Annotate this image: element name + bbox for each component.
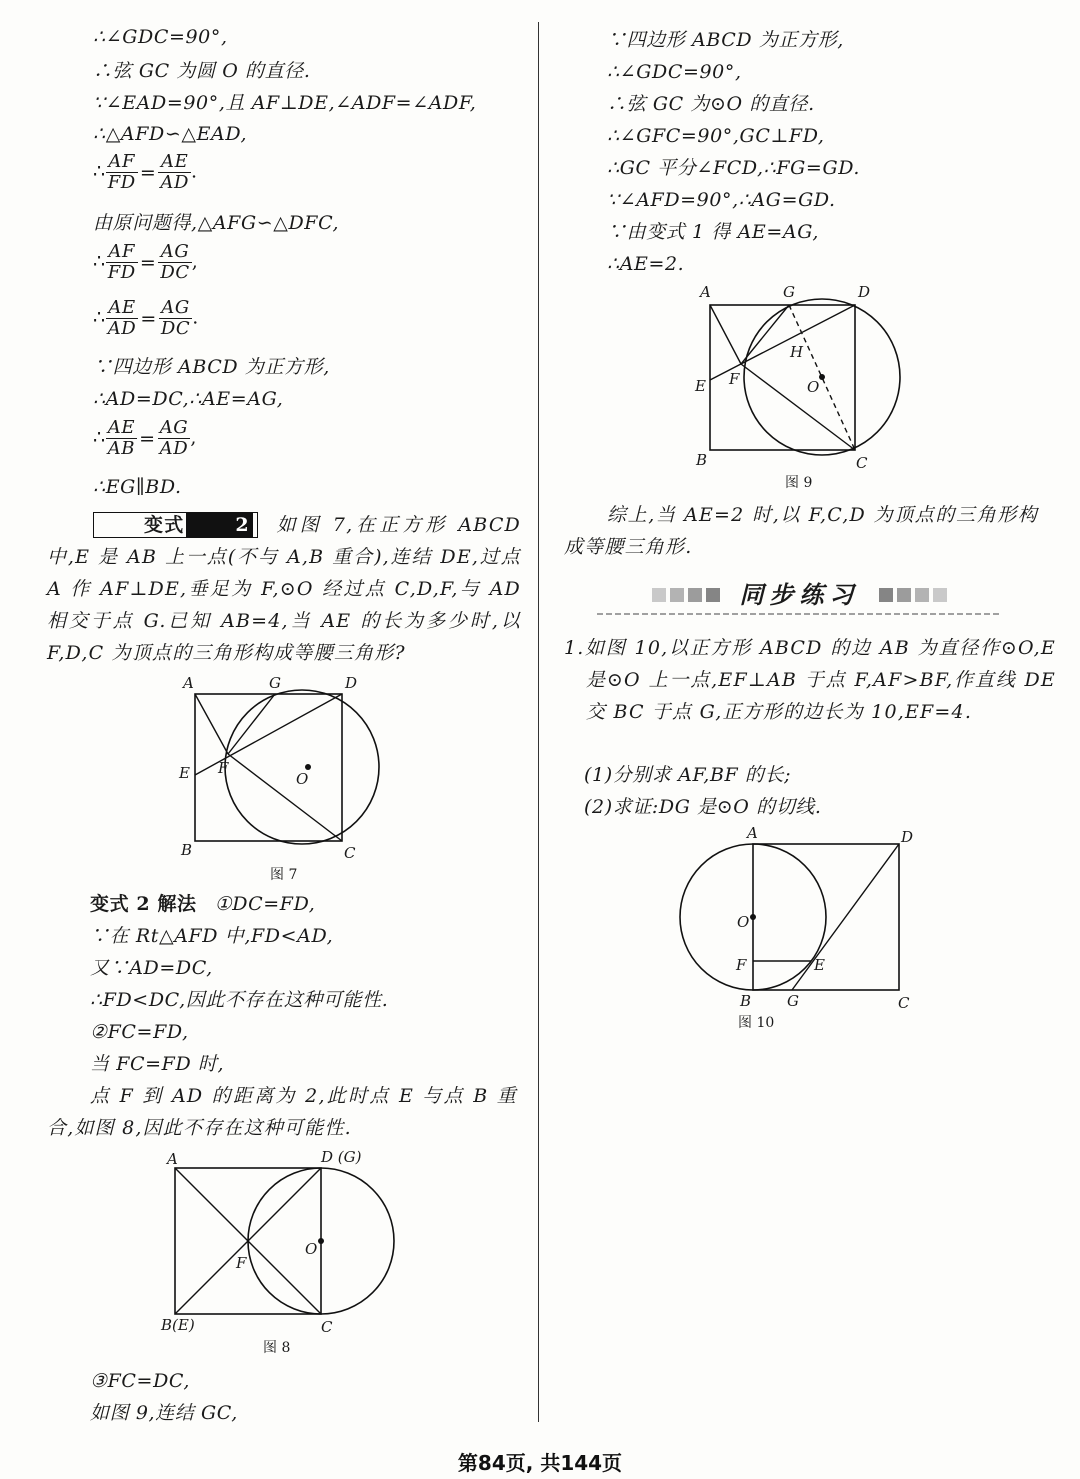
text-line: ∴AE=2.	[607, 253, 685, 275]
label-d: D	[858, 283, 871, 301]
label-d: D	[901, 828, 914, 846]
line-af	[195, 694, 228, 754]
label-a: A	[747, 824, 758, 842]
text-line: ∵由变式 1 得 AE=AG,	[607, 221, 819, 243]
label-g: G	[783, 283, 795, 301]
label-e: E	[179, 764, 190, 782]
section-header	[597, 576, 1002, 620]
fraction-equation: ∴ $\frac{AE}{AB}$ = $\frac{AG}{AD}$ ,	[93, 417, 197, 459]
label-c: C	[321, 1318, 333, 1336]
label-e: E	[695, 377, 706, 395]
summary-paragraph: 综上,当 AE=2 时,以 F,C,D 为顶点的三角形构成等腰三角形.	[564, 504, 1038, 558]
text-line: ∴∠GFC=90°,GC⊥FD,	[607, 125, 825, 147]
text-line: ∴弦 GC 为⊙O 的直径.	[607, 93, 815, 115]
label-a: A	[700, 283, 711, 301]
text-paragraph: 点 F 到 AD 的距离为 2,此时点 E 与点 B 重合,如图 8,因此不存在这种可能性.	[47, 1085, 517, 1139]
text-line: ∴△AFD∽△EAD,	[93, 123, 248, 145]
label-e: E	[814, 956, 825, 974]
text-line: 又∵AD=DC,	[90, 957, 213, 979]
text-line: ∴FD<DC,因此不存在这种可能性.	[90, 989, 389, 1011]
label-d: D	[345, 674, 358, 692]
exercise-part-1: (1)分别求 AF,BF 的长;	[584, 764, 792, 786]
label-g: G	[269, 674, 281, 692]
fraction-equation: ∴ $\frac{AF}{FD}$ = $\frac{AE}{AD}$ .	[93, 151, 198, 193]
label-b: B	[696, 451, 708, 469]
section-title: 同步练习	[739, 580, 860, 609]
text-line: 当 FC=FD 时,	[90, 1053, 225, 1075]
exercise-1: 1.如图 10,以正方形 ABCD 的边 AB 为直径作⊙O,E 是⊙O 上一点,EF⊥AB 于点 F,AF>BF,作直线 DE 交 BC 于点 G,正方形的边长为 10,EF=4.	[564, 637, 1056, 723]
figure-9	[692, 280, 952, 495]
figure-caption: 图 9	[785, 475, 813, 491]
fraction-equation: ∴ $\frac{AF}{FD}$ = $\frac{AG}{DC}$ ,	[93, 241, 199, 283]
figure-caption: 图 10	[738, 1015, 775, 1031]
figure-caption: 图 7	[270, 867, 298, 883]
label-f: F	[218, 759, 229, 777]
label-o: O	[737, 913, 750, 931]
label-b-e: B(E)	[161, 1316, 195, 1334]
text-line: ∵∠EAD=90°,且 AF⊥DE,∠ADF=∠ADF,	[93, 92, 477, 114]
figure-caption: 图 8	[263, 1340, 291, 1356]
text-line: ∴AD=DC,∴AE=AG,	[93, 388, 284, 410]
variant-problem: 变式 2 如图 7,在正方形 ABCD 中,E 是 AB 上一点(不与 A,B 重合),连结 DE,过点 A 作 AF⊥DE,垂足为 F,⊙O 经过点 C,D,F,与 AD 相交于点 G.已知 AB=4,当 AE 的长为多少时,以 F,D,C 为顶点的三角形构成等腰三角形?	[47, 514, 521, 664]
text-line: ∵在 Rt△AFD 中,FD<AD,	[90, 925, 334, 947]
label-c: C	[898, 994, 910, 1012]
label-a: A	[167, 1150, 178, 1168]
label-o: O	[807, 378, 820, 396]
label-d-g: D (G)	[321, 1148, 362, 1166]
variant-badge: 变式 2	[93, 512, 258, 538]
text-line: 由原问题得,△AFG∽△DFC,	[93, 212, 340, 234]
label-f: F	[729, 370, 740, 388]
label-b: B	[181, 841, 193, 859]
line-fc	[228, 754, 342, 841]
figure-8	[155, 1146, 455, 1361]
label-o: O	[296, 770, 309, 788]
exercise-part-2: (2)求证:DG 是⊙O 的切线.	[584, 796, 822, 818]
line-fg	[228, 694, 275, 754]
figure-10	[672, 822, 922, 1040]
center-dot	[318, 1238, 324, 1244]
center-dot	[819, 374, 825, 380]
text-line: ∵四边形 ABCD 为正方形,	[607, 29, 844, 51]
fraction-equation: ∴ $\frac{AE}{AD}$ = $\frac{AG}{DC}$ .	[93, 297, 199, 339]
text-line: ③FC=DC,	[90, 1370, 191, 1392]
line-fc	[741, 364, 855, 450]
label-h: H	[790, 343, 804, 361]
center-dot	[750, 914, 756, 920]
line-fg	[741, 305, 789, 364]
text-line: ∴EG∥BD.	[93, 476, 182, 498]
label-f: F	[236, 1254, 247, 1272]
line-dg	[792, 844, 899, 990]
figure-7	[175, 672, 435, 887]
text-line: 如图 9,连结 GC,	[90, 1402, 238, 1424]
line-af	[710, 305, 741, 364]
label-o: O	[305, 1240, 318, 1258]
label-a: A	[183, 674, 194, 692]
circle-o	[225, 690, 379, 844]
text-line: ∴GC 平分∠FCD,∴FG=GD.	[607, 157, 861, 179]
text-line: ∴∠GDC=90°,	[607, 61, 742, 83]
text-line: ∵∠AFD=90°,∴AG=GD.	[607, 189, 836, 211]
line-de	[710, 305, 855, 380]
label-c: C	[344, 844, 356, 862]
text-line: ②FC=FD,	[90, 1021, 189, 1043]
label-g: G	[787, 992, 799, 1010]
column-divider	[538, 22, 539, 1422]
label-c: C	[856, 454, 868, 472]
page-footer: 第84页, 共144页	[457, 1451, 623, 1475]
text-line: ∴弦 GC 为圆 O 的直径.	[93, 60, 311, 82]
label-b: B	[740, 992, 752, 1010]
label-f: F	[736, 956, 747, 974]
text-line: ∴∠GDC=90°,	[93, 26, 228, 48]
text-line: ∵四边形 ABCD 为正方形,	[93, 356, 330, 378]
solution-heading: 变式 2 解法 ①DC=FD,	[90, 893, 316, 915]
